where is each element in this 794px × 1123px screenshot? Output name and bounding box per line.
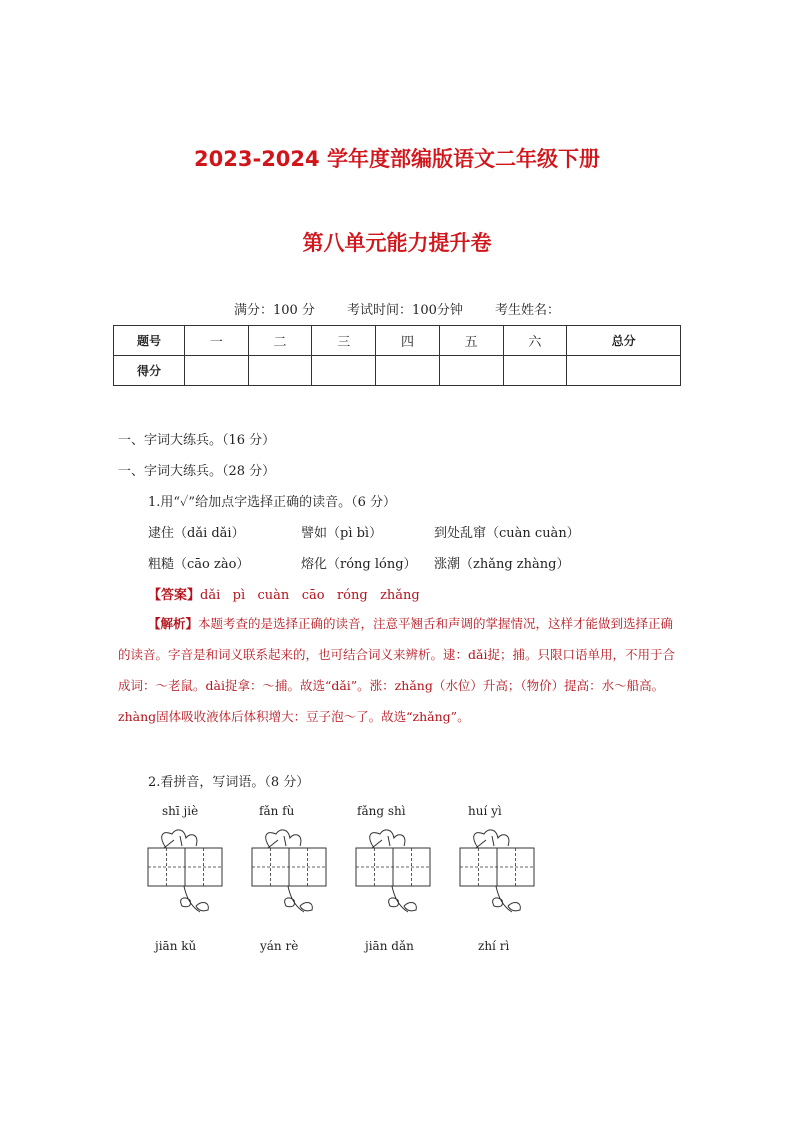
score-row-label: 得分 <box>114 356 185 386</box>
exam-time: 考试时间：100分钟 <box>347 303 463 318</box>
question-1-prompt: 1.用“✓”给加点字选择正确的读音。（6 分） <box>148 495 396 510</box>
q1-item-2: 譬如（pì bì） <box>301 526 383 541</box>
score-cell[interactable] <box>503 356 567 386</box>
score-table-header-row <box>114 326 681 356</box>
score-col-1: 一 <box>185 326 249 356</box>
q1-item-4: 粗糙（cāo zào） <box>148 557 250 572</box>
answer-text: dǎi pì cuàn cāo róng zhǎng <box>200 588 420 603</box>
pinyin-1: shī jiè <box>162 804 199 818</box>
score-cell[interactable] <box>439 356 503 386</box>
q1-item-6: 涨潮（zhǎng zhàng） <box>434 557 570 572</box>
exam-info <box>0 299 794 318</box>
score-col-3: 三 <box>312 326 376 356</box>
score-cell[interactable] <box>248 356 312 386</box>
pinyin-3: fǎng shì <box>357 804 406 818</box>
q1-item-5: 熔化（róng lóng） <box>301 557 417 572</box>
score-cell[interactable] <box>185 356 249 386</box>
title-line-2: 第八单元能力提升卷 <box>302 231 492 255</box>
writing-grid-2[interactable] <box>248 826 332 920</box>
student-name-label: 考生姓名： <box>495 303 561 318</box>
q1-analysis <box>118 608 678 732</box>
analysis-text: 本题考查的是选择正确的读音，注意平翘舌和声调的掌握情况，这样才能做到选择正确的读音。字音是和词义联系起来的，也可结合词义来辨析。逮：dǎi捉；捕。只限口语单用，不用于合成词：～老鼠。dài捉拿：～捕。故选“dǎi”。涨：zhǎng（水位）升高；（物价）提高：水～船高。zhàng固体吸收液体后体积增大：豆子泡～了。故选“zhǎng”。 <box>118 616 675 724</box>
score-col-6: 六 <box>503 326 567 356</box>
score-table <box>113 325 681 386</box>
q1-item-3: 到处乱窜（cuàn cuàn） <box>434 526 580 541</box>
score-table-header-label: 题号 <box>114 326 185 356</box>
section-1-heading: 一、字词大练兵。（16 分） <box>118 433 276 448</box>
question-2-prompt: 2.看拼音，写词语。（8 分） <box>148 775 310 790</box>
score-cell[interactable] <box>567 356 681 386</box>
score-col-2: 二 <box>248 326 312 356</box>
score-cell[interactable] <box>312 356 376 386</box>
pinyin-8: zhí rì <box>478 939 510 953</box>
score-col-total: 总分 <box>567 326 681 356</box>
pinyin-6: yán rè <box>260 939 299 953</box>
q1-answer <box>148 584 420 603</box>
answer-label: 【答案】 <box>148 588 201 603</box>
q1-item-1: 逮住（dǎi dǎi） <box>148 526 245 541</box>
full-score: 满分：100 分 <box>233 303 315 318</box>
analysis-label: 【解析】 <box>148 616 199 631</box>
section-2-heading: 一、字词大练兵。（28 分） <box>118 464 276 479</box>
score-col-4: 四 <box>376 326 440 356</box>
score-cell[interactable] <box>376 356 440 386</box>
writing-grid-4[interactable] <box>456 826 540 920</box>
title-line-1: 2023-2024 学年度部编版语文二年级下册 <box>194 147 600 171</box>
pinyin-5: jiān kǔ <box>155 939 197 953</box>
pinyin-4: huí yì <box>468 804 502 818</box>
score-col-5: 五 <box>439 326 503 356</box>
pinyin-7: jiān dǎn <box>365 939 414 953</box>
writing-grid-3[interactable] <box>352 826 436 920</box>
pinyin-2: fǎn fù <box>259 804 295 818</box>
writing-grid-1[interactable] <box>144 826 228 920</box>
score-table-score-row <box>114 356 681 386</box>
